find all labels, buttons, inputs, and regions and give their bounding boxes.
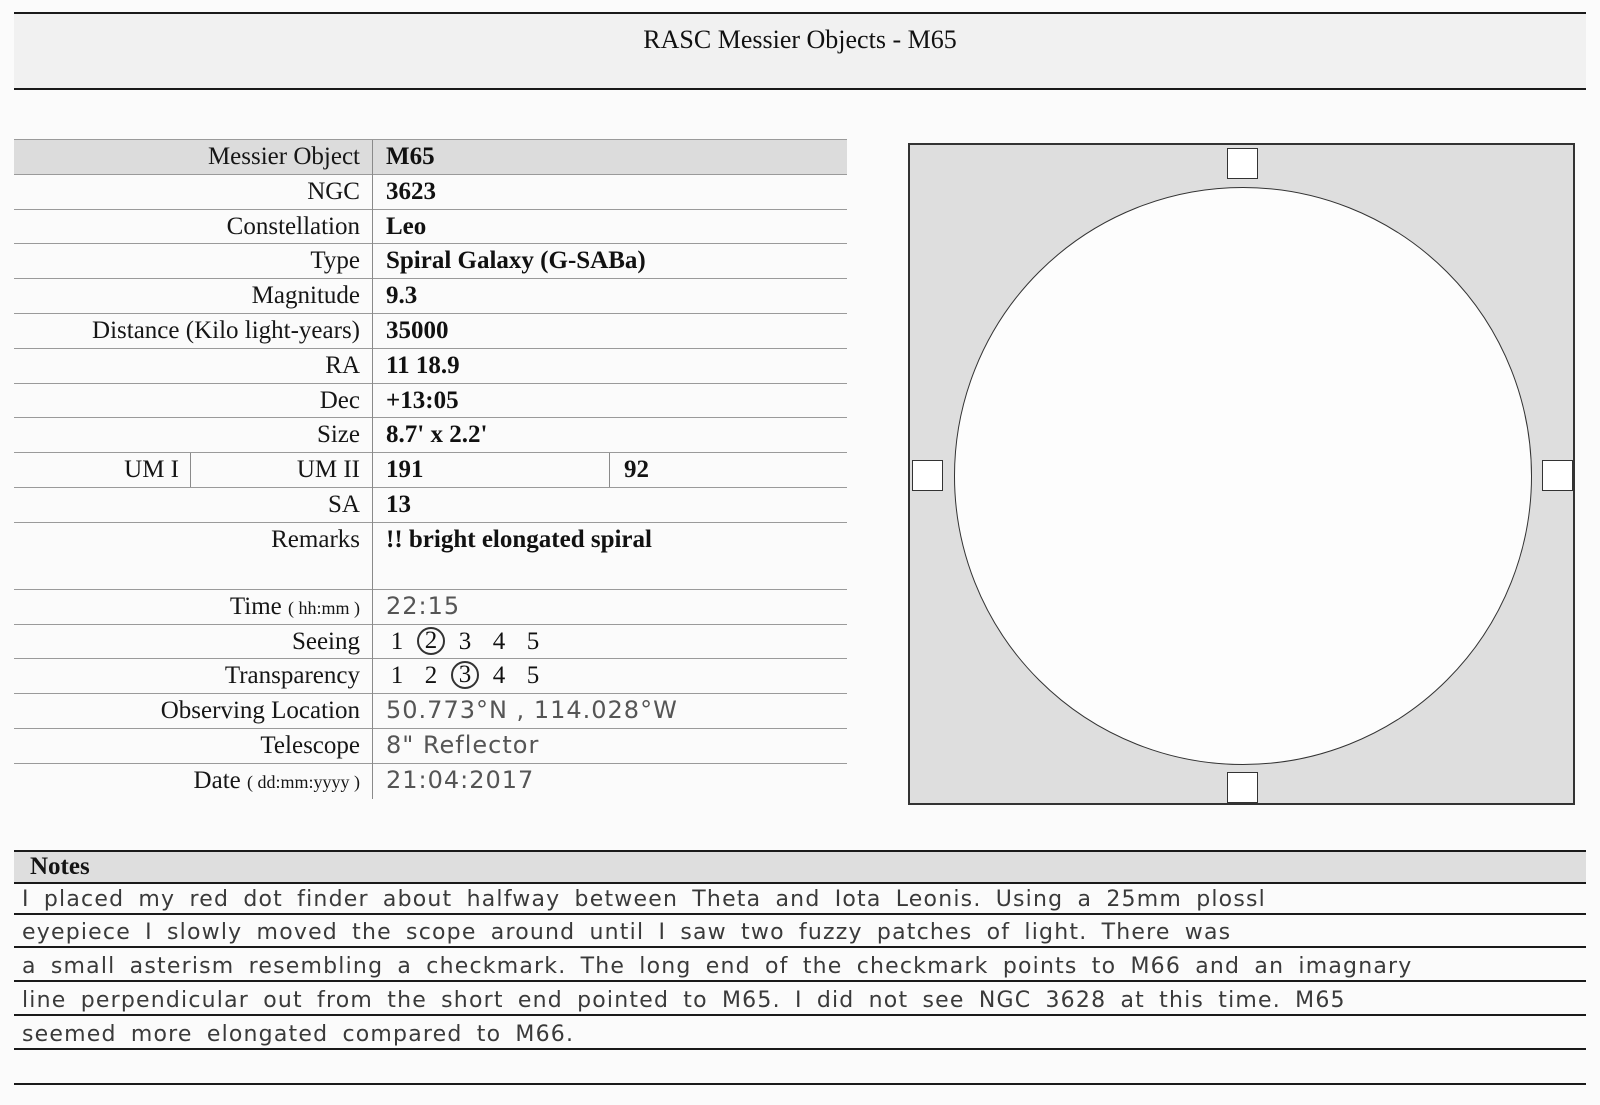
seeing-option-3[interactable]: 3 [458,627,472,655]
row-date [14,764,847,798]
row-time [14,590,847,625]
value-dec: +13:05 [386,386,459,414]
seeing-option-5[interactable]: 5 [526,627,540,655]
ruled-line [14,1048,1586,1050]
value-remarks: !! bright elongated spiral [386,525,652,553]
divider [372,488,373,523]
row-transparency [14,659,847,694]
transparency-option-4[interactable]: 4 [492,662,506,690]
ruled-line [14,1083,1586,1085]
label: RA [325,351,360,379]
value-messier-object: M65 [386,143,435,170]
value-type: Spiral Galaxy (G-SABa) [386,247,646,275]
value-sa: 13 [386,490,411,518]
seeing-scale [380,625,550,659]
divider [372,175,373,210]
divider [372,384,373,419]
divider [372,418,373,453]
label: Distance (Kilo light-years) [92,316,360,344]
east-marker-icon [1542,460,1573,491]
divider [609,453,610,487]
title-band [14,13,1586,89]
row-dec [14,384,847,419]
ruled-line [14,980,1586,982]
label: Telescope [260,731,360,759]
divider [372,244,373,279]
date-label: Date [193,766,241,794]
header-bottom-rule [14,88,1586,90]
divider [372,210,373,245]
seeing-option-2-selected[interactable]: 2 [417,627,445,655]
label: Constellation [226,212,360,240]
divider [372,625,373,660]
row-sa [14,488,847,523]
notes-line-2[interactable]: eyepiece I slowly moved the scope around until I saw two fuzzy patches of light. There was [22,920,1232,945]
seeing-option-4[interactable]: 4 [492,627,506,655]
north-marker-icon [1227,148,1258,179]
notes-line-1[interactable]: I placed my red dot finder about halfway between Theta and Iota Leonis. Using a 25mm plossl [22,887,1266,912]
time-label: Time [229,592,282,620]
divider [372,729,373,764]
ruled-line [14,946,1586,948]
notes-title: Notes [30,853,90,880]
row-remarks [14,523,847,590]
row-distance [14,314,847,349]
row-messier-object [14,139,847,175]
row-telescope [14,729,847,764]
divider [372,140,373,175]
date-field[interactable]: 21:04:2017 [386,765,535,794]
south-marker-icon [1227,772,1258,803]
transparency-option-3-selected[interactable]: 3 [451,661,479,689]
row-location [14,694,847,729]
row-ra [14,349,847,384]
label: Messier Object [207,143,360,170]
value-ngc: 3623 [386,177,436,205]
divider [372,659,373,694]
transparency-scale [380,659,550,693]
label: Dec [319,386,360,414]
label: NGC [307,177,360,205]
label: Seeing [291,627,360,655]
row-size [14,418,847,453]
value-um1: 191 [386,456,424,484]
row-type [14,244,847,279]
label: Remarks [271,525,360,553]
time-format: ( hh:mm ) [288,597,360,618]
west-marker-icon [912,460,943,491]
eyepiece-sketch-area[interactable] [908,143,1575,805]
label: Observing Location [160,697,360,725]
value-size: 8.7' x 2.2' [386,421,488,449]
transparency-option-1[interactable]: 1 [390,662,404,690]
row-uranometria [14,453,847,488]
notes-header [14,852,1586,882]
value-magnitude: 9.3 [386,282,418,310]
date-format: ( dd:mm:yyyy ) [247,771,360,792]
time-field[interactable]: 22:15 [386,591,461,620]
label [14,590,360,624]
label [14,764,360,798]
object-info-table [14,139,847,798]
row-ngc [14,175,847,210]
divider [372,523,373,590]
seeing-option-1[interactable]: 1 [390,627,404,655]
label: Transparency [224,662,360,690]
value-ra: 11 18.9 [386,351,460,379]
divider [372,453,373,488]
notes-line-4[interactable]: line perpendicular out from the short end pointed to M65. I did not see NGC 3628 at this time. M65 [22,988,1346,1013]
ruled-line [14,913,1586,915]
divider [372,694,373,729]
label: Size [316,421,360,449]
transparency-option-5[interactable]: 5 [526,662,540,690]
divider [372,314,373,349]
divider [372,590,373,625]
ruled-line [14,1014,1586,1016]
label: Type [310,247,360,275]
page-title: RASC Messier Objects - M65 [643,25,957,54]
label: Magnitude [251,282,360,310]
notes-header-rule [14,882,1586,884]
notes-line-3[interactable]: a small asterism resembling a checkmark. The long end of the checkmark points to M66 and an imagnary [22,954,1413,979]
label-um2: UM II [296,456,360,484]
value-um2: 92 [624,456,649,484]
location-field[interactable]: 50.773°N , 114.028°W [386,696,678,725]
telescope-field[interactable]: 8" Reflector [386,730,540,759]
label: SA [328,490,360,518]
row-seeing [14,625,847,660]
value-distance: 35000 [386,316,449,344]
field-of-view-circle[interactable] [954,187,1532,765]
row-constellation [14,210,847,245]
transparency-option-2[interactable]: 2 [424,662,438,690]
divider [372,279,373,314]
label-um1: UM I [124,456,179,484]
top-rule [14,12,1586,14]
value-constellation: Leo [386,212,427,240]
divider [372,764,373,799]
row-magnitude [14,279,847,314]
divider [372,349,373,384]
notes-line-5[interactable]: seemed more elongated compared to M66. [22,1022,575,1047]
